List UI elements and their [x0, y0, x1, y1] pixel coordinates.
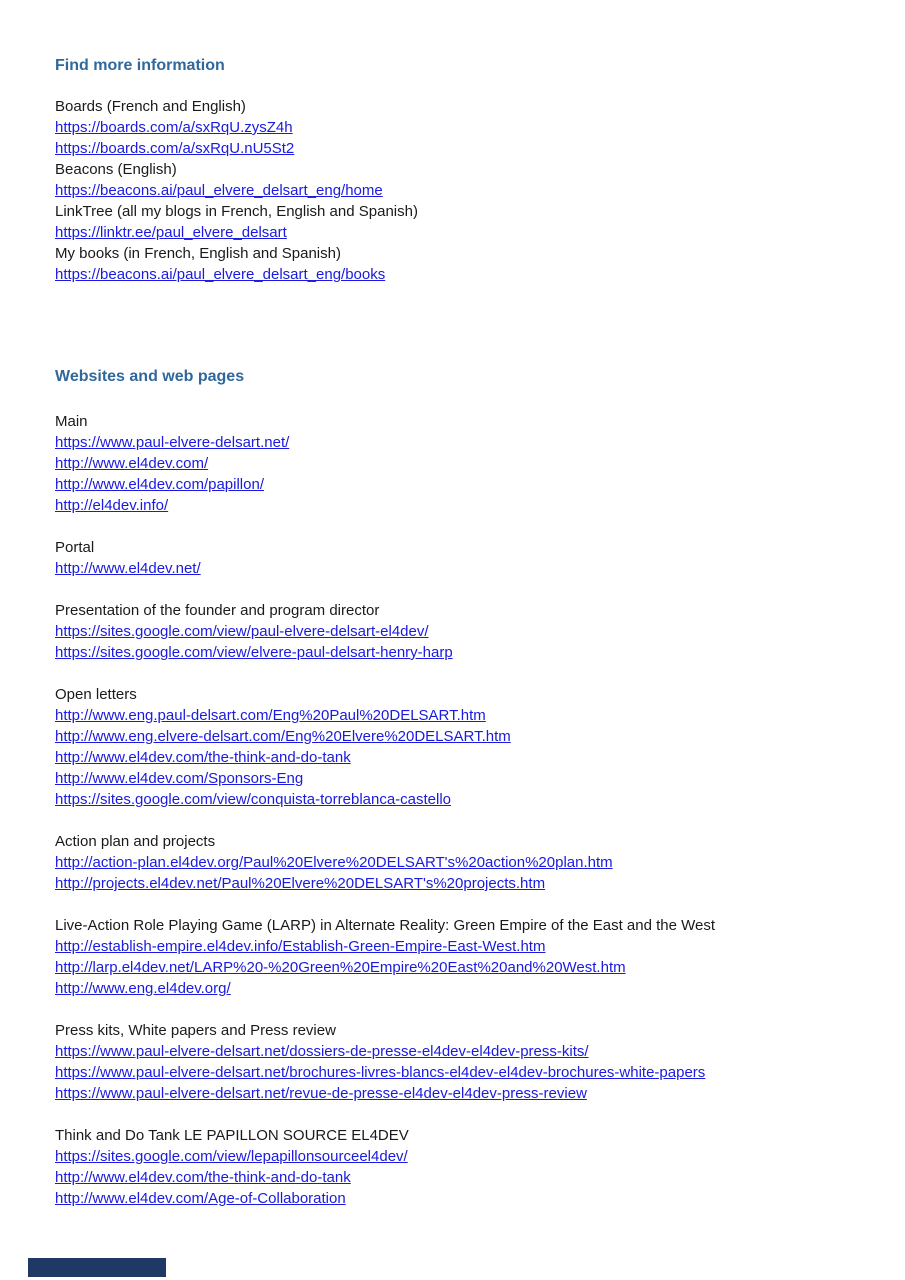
hyperlink[interactable]: https://www.paul-elvere-delsart.net/dossiers-de-presse-el4dev-el4dev-press-kits/ [55, 1043, 589, 1060]
link-group-label: Portal [55, 539, 95, 556]
link-group [55, 1125, 875, 1209]
link-line [55, 873, 875, 894]
link-group-label: Live-Action Role Playing Game (LARP) in Alternate Reality: Green Empire of the East and the West [55, 917, 716, 934]
link-group [55, 537, 875, 579]
link-line [55, 642, 875, 663]
hyperlink[interactable]: https://boards.com/a/sxRqU.zysZ4h [55, 119, 293, 136]
link-group [55, 915, 875, 999]
hyperlink[interactable]: https://beacons.ai/paul_elvere_delsart_eng/home [55, 182, 383, 199]
hyperlink[interactable]: https://linktr.ee/paul_elvere_delsart [55, 224, 287, 241]
link-line [55, 957, 875, 978]
link-group [55, 159, 875, 201]
hyperlink[interactable]: http://www.el4dev.com/ [55, 455, 209, 472]
link-group [55, 1020, 875, 1104]
next-page-header-bar [28, 1258, 166, 1277]
link-group-label: Think and Do Tank LE PAPILLON SOURCE EL4DEV [55, 1127, 409, 1144]
link-line [55, 1062, 875, 1083]
hyperlink[interactable]: http://www.eng.el4dev.org/ [55, 980, 231, 997]
link-group [55, 684, 875, 810]
link-group-label: Main [55, 413, 88, 430]
link-line [55, 705, 875, 726]
link-line [55, 558, 875, 579]
section-websites-and-web-pages [55, 366, 875, 1209]
link-group-label: Presentation of the founder and program director [55, 602, 380, 619]
hyperlink[interactable]: http://www.el4dev.com/Sponsors-Eng [55, 770, 304, 787]
link-line [55, 1041, 875, 1062]
link-line [55, 474, 875, 495]
section-heading: Websites and web pages [55, 368, 245, 385]
hyperlink[interactable]: https://www.paul-elvere-delsart.net/brochures-livres-blancs-el4dev-el4dev-brochures-white-papers [55, 1064, 706, 1081]
hyperlink[interactable]: http://larp.el4dev.net/LARP%20-%20Green%20Empire%20East%20and%20West.htm [55, 959, 626, 976]
link-groups [55, 411, 875, 1209]
link-group-label: Beacons (English) [55, 161, 177, 178]
link-line [55, 117, 875, 138]
link-line [55, 747, 875, 768]
section-heading: Find more information [55, 57, 225, 74]
section-find-more-information [55, 55, 875, 285]
link-group-label: Action plan and projects [55, 833, 216, 850]
link-group [55, 411, 875, 516]
link-line [55, 978, 875, 999]
hyperlink[interactable]: https://boards.com/a/sxRqU.nU5St2 [55, 140, 295, 157]
link-line [55, 180, 875, 201]
link-groups [55, 96, 875, 285]
hyperlink[interactable]: http://www.el4dev.com/the-think-and-do-tank [55, 1169, 351, 1186]
link-group [55, 600, 875, 663]
link-line [55, 453, 875, 474]
link-line [55, 138, 875, 159]
link-group [55, 243, 875, 285]
hyperlink[interactable]: http://www.el4dev.com/papillon/ [55, 476, 264, 493]
link-line [55, 789, 875, 810]
link-line [55, 222, 875, 243]
link-line [55, 768, 875, 789]
hyperlink[interactable]: http://www.el4dev.com/Age-of-Collaboration [55, 1190, 346, 1207]
link-group-label: My books (in French, English and Spanish) [55, 245, 341, 262]
hyperlink[interactable]: https://sites.google.com/view/conquista-torreblanca-castello [55, 791, 452, 808]
link-group [55, 201, 875, 243]
hyperlink[interactable]: https://www.paul-elvere-delsart.net/revue-de-presse-el4dev-el4dev-press-review [55, 1085, 587, 1102]
link-line [55, 726, 875, 747]
link-group [55, 96, 875, 159]
hyperlink[interactable]: http://www.el4dev.net/ [55, 560, 201, 577]
hyperlink[interactable]: http://www.el4dev.com/the-think-and-do-tank [55, 749, 351, 766]
link-group-label: Open letters [55, 686, 137, 703]
link-line [55, 264, 875, 285]
link-line [55, 1188, 875, 1209]
link-line [55, 432, 875, 453]
link-line [55, 852, 875, 873]
link-line [55, 1146, 875, 1167]
hyperlink[interactable]: https://www.paul-elvere-delsart.net/ [55, 434, 290, 451]
hyperlink[interactable]: http://www.eng.paul-delsart.com/Eng%20Paul%20DELSART.htm [55, 707, 486, 724]
link-group-label: Press kits, White papers and Press review [55, 1022, 336, 1039]
link-group-label: Boards (French and English) [55, 98, 246, 115]
hyperlink[interactable]: http://projects.el4dev.net/Paul%20Elvere%20DELSART's%20projects.htm [55, 875, 546, 892]
link-line [55, 1083, 875, 1104]
hyperlink[interactable]: http://establish-empire.el4dev.info/Establish-Green-Empire-East-West.htm [55, 938, 546, 955]
hyperlink[interactable]: https://beacons.ai/paul_elvere_delsart_eng/books [55, 266, 386, 283]
hyperlink[interactable]: http://el4dev.info/ [55, 497, 169, 514]
hyperlink[interactable]: https://sites.google.com/view/elvere-paul-delsart-henry-harp [55, 644, 453, 661]
hyperlink[interactable]: http://www.eng.elvere-delsart.com/Eng%20Elvere%20DELSART.htm [55, 728, 511, 745]
hyperlink[interactable]: http://action-plan.el4dev.org/Paul%20Elvere%20DELSART's%20action%20plan.htm [55, 854, 613, 871]
link-line [55, 936, 875, 957]
link-line [55, 621, 875, 642]
link-group-label: LinkTree (all my blogs in French, English and Spanish) [55, 203, 418, 220]
link-line [55, 495, 875, 516]
link-group [55, 831, 875, 894]
hyperlink[interactable]: https://sites.google.com/view/lepapillonsourceel4dev/ [55, 1148, 408, 1165]
hyperlink[interactable]: https://sites.google.com/view/paul-elvere-delsart-el4dev/ [55, 623, 429, 640]
link-line [55, 1167, 875, 1188]
